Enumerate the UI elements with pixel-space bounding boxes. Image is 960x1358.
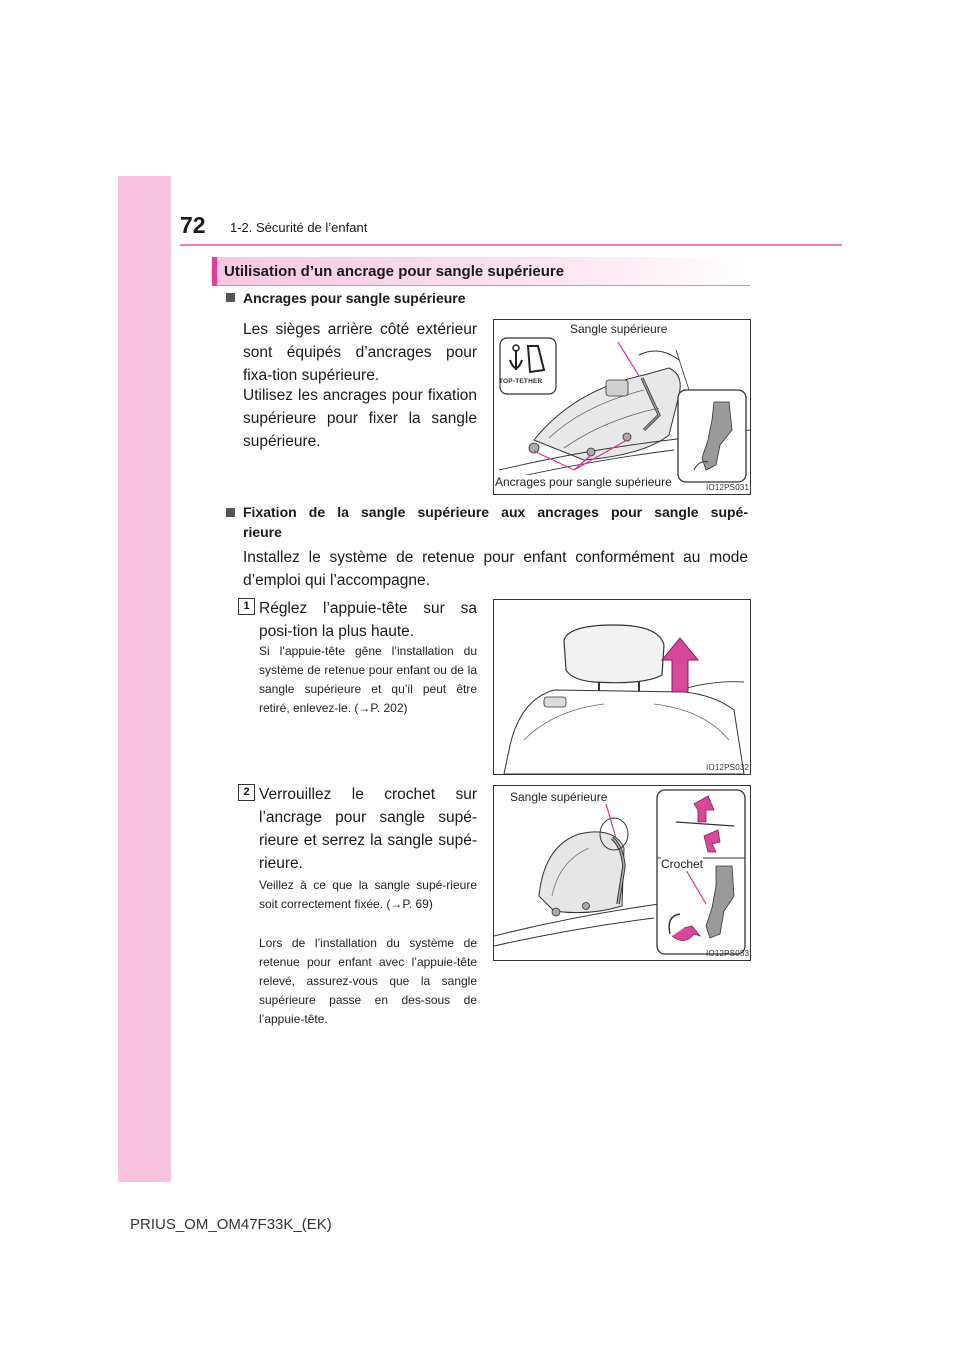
step-number-1: 1 <box>238 598 255 615</box>
headrest-illustration <box>494 600 750 774</box>
callout-top-tether-strap: Sangle supérieure <box>570 322 668 336</box>
callout-hook: Crochet <box>661 857 704 871</box>
callout-top-tether-strap: Sangle supérieure <box>510 790 608 804</box>
step-number-2: 2 <box>238 784 255 801</box>
callout-tether-anchors: Ancrages pour sangle supérieure <box>495 475 672 489</box>
step1-text: Réglez l’appuie-tête sur sa posi-tion la plus haute. <box>259 600 477 640</box>
figure-hook-lock <box>493 785 751 961</box>
hook-lock-illustration <box>494 786 750 960</box>
section-accent <box>212 257 217 286</box>
tether-anchors-illustration <box>494 320 750 494</box>
top-tether-icon-label: TOP-TETHER <box>499 378 543 385</box>
chapter-sidebar <box>118 176 171 1182</box>
figure-code: IO12PS033 <box>706 949 750 958</box>
breadcrumb: 1-2. Sécurité de l’enfant <box>230 220 368 235</box>
section-title: Utilisation d’un ancrage pour sangle supérieure <box>224 263 565 280</box>
header-divider <box>180 244 842 246</box>
paragraph-anchors-equipped: Les sièges arrière côté extérieur sont équipés d’ancrages pour fixa-tion supérieure. <box>243 321 477 384</box>
step2-note-check: Veillez à ce que la sangle supé-rieure soit correctement fixée. (→P. 69) <box>259 878 477 911</box>
step1-note: Si l’appuie-tête gêne l’installation du système de retenue pour enfant ou de la sangle supérieure et qu’il peut être retiré, enlevez-le. (→P. 202) <box>259 644 477 715</box>
figure-tether-anchors <box>493 319 751 495</box>
paragraph-anchors-use: Utilisez les ancrages pour fixation supérieure pour fixer la sangle supérieure. <box>243 387 477 450</box>
subheading-anchors: Ancrages pour sangle supérieure <box>243 290 466 306</box>
document-id: PRIUS_OM_OM47F33K_(EK) <box>130 1216 332 1233</box>
bullet-square <box>226 508 235 517</box>
subheading-attach-line2: rieure <box>243 524 282 540</box>
figure-code: IO12PS031 <box>706 483 750 492</box>
page-number: 72 <box>180 212 206 238</box>
subheading-attach-line1: Fixation de la sangle supérieure aux ancrages pour sangle supé- <box>243 504 748 520</box>
paragraph-install-instructions: Installez le système de retenue pour enfant conformément au mode d’emploi qui l’accompagne. <box>243 549 748 589</box>
bullet-square <box>226 293 235 302</box>
step2-note-headrest: Lors de l’installation du système de retenue pour enfant avec l’appuie-tête relevé, assurez-vous que la sangle supérieure passe en des-sous de l’appuie-tête. <box>259 936 477 1026</box>
figure-code: IO12PS032 <box>706 763 750 772</box>
step2-text: Verrouillez le crochet sur l’ancrage pour sangle supé-rieure et serrez la sangle supé-rieure. <box>259 786 477 872</box>
figure-headrest-raised <box>493 599 751 775</box>
